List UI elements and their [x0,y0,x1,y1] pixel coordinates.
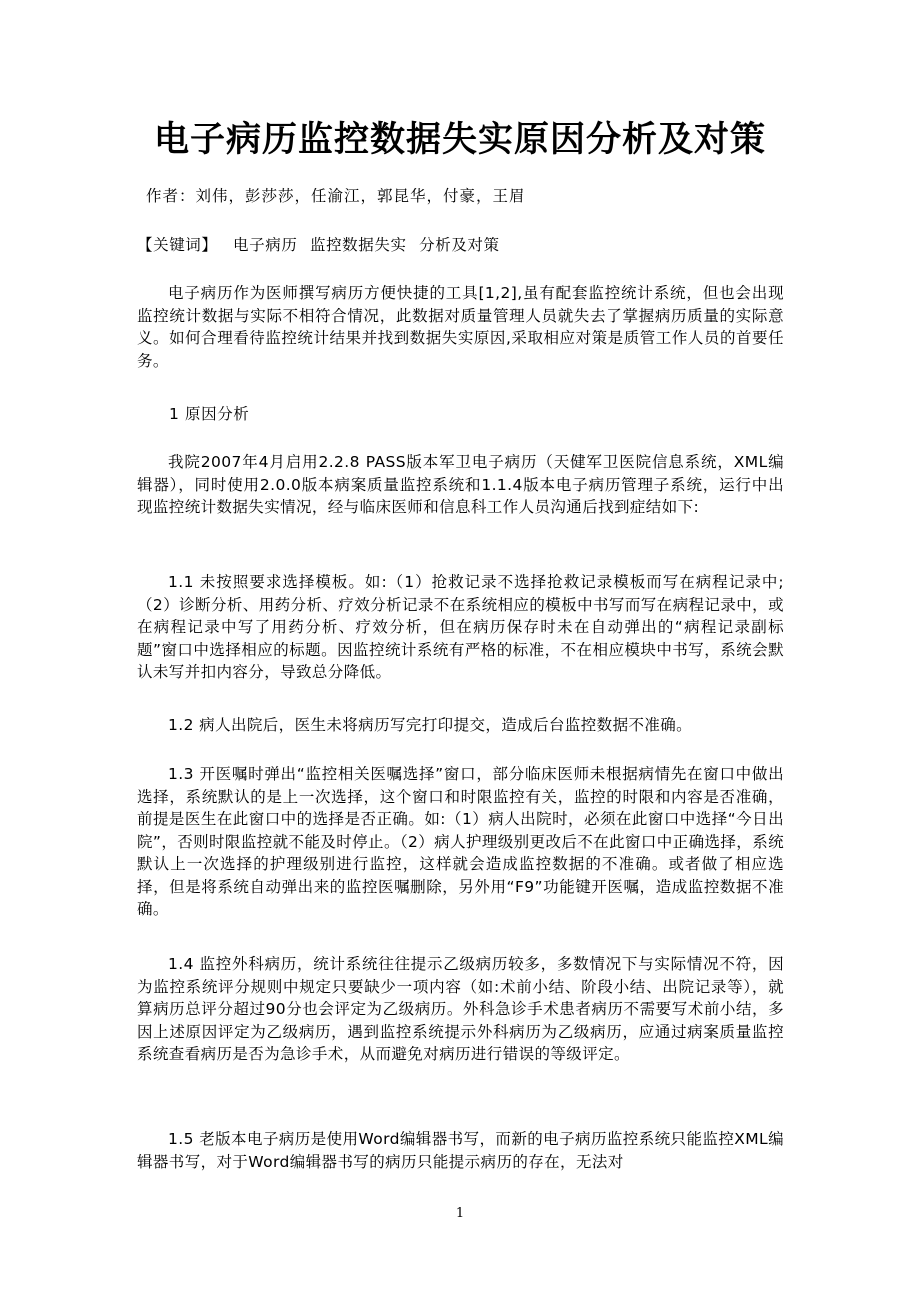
keyword-item: 监控数据失实 [309,236,407,254]
keyword-item: 分析及对策 [419,236,500,254]
page-number: 1 [455,1206,465,1221]
body-paragraph: 1.2 病人出院后，医生未将病历写完打印提交，造成后台监控数据不准确。 [168,716,693,734]
body-paragraph: 我院2007年4月启用2.2.8 PASS版本军卫电子病历（天健军卫医院信息系统，XML编辑器），同时使用2.0.0版本病案质量监控系统和1.1.4版本电子病历管理子系统，运行中出现监控统计数据失实情况，经与临床医师和信息科工作人员沟通后找到症结如下: [137,453,784,516]
document-title: 电子病历监控数据失实原因分析及对策 [153,120,766,160]
body-paragraph: 1.5 老版本电子病历是使用Word编辑器书写，而新的电子病历监控系统只能监控XML编辑器书写，对于Word编辑器书写的病历只能提示病历的存在，无法对 [137,1130,784,1171]
body-paragraph: 1.3 开医嘱时弹出“监控相关医嘱选择”窗口，部分临床医师未根据病情先在窗口中做出选择，系统默认的是上一次选择，这个窗口和时限监控有关，监控的时限和内容是否准确，前提是医生在此窗口中的选择是否正确。如:（1）病人出院时，必须在此窗口中选择“今日出院”，否则时限监控就不能及时停止。（2）病人护理级别更改后不在此窗口中正确选择，系统默认上一次选择的护理级别进行监控，这样就会造成监控数据的不准确。或者做了相应选择，但是将系统自动弹出来的监控医嘱删除，另外用“F9”功能键开医嘱，造成监控数据不准确。 [137,765,784,918]
keywords-label: 【关键词】 [137,236,218,254]
keywords-line [137,233,507,255]
intro-paragraph: 电子病历作为医师撰写病历方便快捷的工具[1,2],虽有配套监控统计系统，但也会出现监控统计数据与实际不相符合情况，此数据对质量管理人员就失去了掌握病历质量的实际意义。如何合理看待监控统计结果并找到数据失实原因,采取相应对策是质管工作人员的首要任务。 [137,284,784,370]
body-paragraph: 1.1 未按照要求选择模板。如:（1）抢救记录不选择抢救记录模板而写在病程记录中;（2）诊断分析、用药分析、疗效分析记录不在系统相应的模板中书写而写在病程记录中，或在病程记录中写了用药分析、疗效分析，但在病历保存时未在自动弹出的“病程记录副标题”窗口中选择相应的标题。因监控统计系统有严格的标准，不在相应模块中书写，系统会默认未写并扣内容分，导致总分降低。 [137,573,784,681]
author-line: 作者：刘伟，彭莎莎，任渝江，郭昆华，付豪，王眉 [146,187,526,205]
section-heading: 1 原因分析 [169,405,250,423]
body-paragraph: 1.4 监控外科病历，统计系统往往提示乙级病历较多，多数情况下与实际情况不符，因为监控系统评分规则中规定只要缺少一项内容（如:术前小结、阶段小结、出院记录等），就算病历总评分超过90分也会评定为乙级病历。外科急诊手术患者病历不需要写术前小结，多因上述原因评定为乙级病历，遇到监控系统提示外科病历为乙级病历，应通过病案质量监控系统查看病历是否为急诊手术，从而避免对病历进行错误的等级评定。 [137,955,784,1063]
keyword-item: 电子病历 [233,236,298,254]
